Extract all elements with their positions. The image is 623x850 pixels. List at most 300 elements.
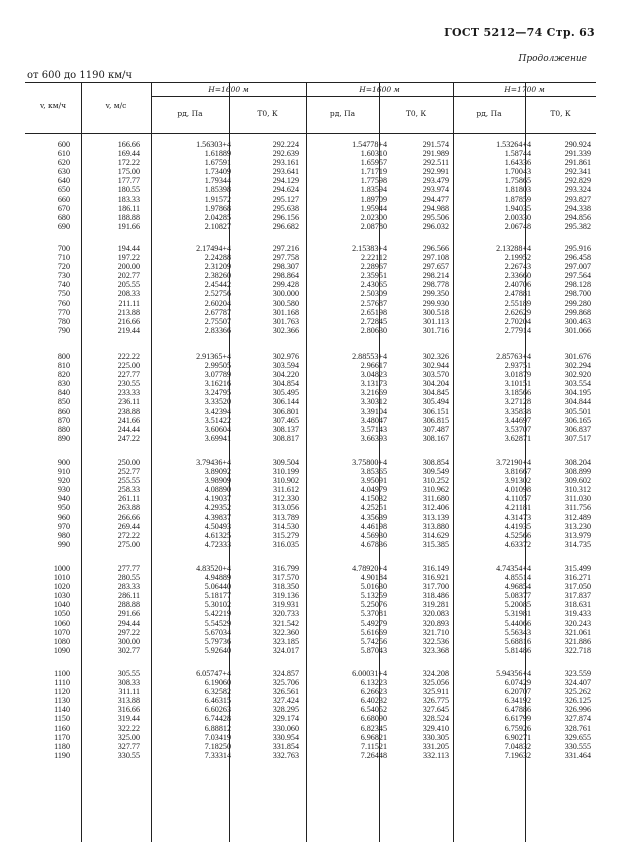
table-cell: 319.281	[422, 600, 449, 610]
table-row	[25, 317, 596, 326]
table-cell: 6.60263	[204, 705, 231, 715]
table-cell: 1060	[53, 618, 70, 628]
table-cell: 166.66	[117, 140, 140, 149]
table-cell: 680	[57, 212, 70, 222]
table-cell: 2.60204	[204, 298, 231, 308]
table-cell: 297.007	[564, 262, 591, 272]
table-cell: 4.96854	[504, 582, 531, 592]
table-cell: 610	[57, 149, 70, 159]
table-cell: 5.08377	[504, 591, 531, 601]
table-row	[25, 280, 596, 289]
table-cell: 291.989	[422, 149, 449, 159]
table-cell: 1190	[54, 750, 70, 760]
table-cell: 980	[57, 530, 70, 540]
table-cell: 328.524	[422, 714, 449, 724]
table-cell: 3.79436+4	[196, 458, 231, 467]
table-cell: 5.79736	[204, 636, 231, 646]
table-cell: 275.00	[117, 539, 140, 549]
table-cell: 172.22	[117, 158, 140, 168]
table-cell: 304.195	[564, 388, 591, 398]
table-cell: 2.88553+4	[352, 352, 387, 361]
table-cell: 299.280	[564, 298, 591, 308]
table-header	[25, 83, 596, 134]
table-cell: 1.87859	[504, 194, 531, 204]
table-cell: 295.127	[272, 194, 299, 204]
col-pd-2: pд, Па	[329, 109, 356, 118]
table-cell: 6.54052	[360, 705, 387, 715]
table-row	[25, 388, 596, 397]
table-cell: 620	[57, 158, 70, 168]
table-cell: 5.31981	[504, 609, 531, 619]
table-cell: 305.494	[422, 397, 449, 407]
table-cell: 311.612	[272, 485, 299, 495]
table-cell: 4.74354+4	[496, 564, 531, 573]
table-cell: 306.801	[272, 406, 299, 416]
table-cell: 660	[57, 194, 70, 204]
table-cell: 330.305	[422, 732, 449, 742]
table-cell: 1.97868	[204, 203, 231, 213]
table-cell: 213.88	[117, 307, 140, 317]
table-cell: 7.04832	[504, 741, 531, 751]
table-cell: 305.55	[117, 669, 140, 678]
table-row	[25, 416, 596, 425]
table-cell: 1100	[54, 669, 70, 678]
table-cell: 320.893	[422, 618, 449, 628]
table-row	[25, 425, 596, 434]
table-cell: 211.11	[118, 298, 140, 308]
table-row	[25, 646, 596, 655]
table-cell: 2.31209	[204, 262, 231, 272]
table-cell: 690	[57, 221, 70, 231]
table-cell: 311.756	[564, 503, 591, 513]
table-cell: 306.815	[422, 415, 449, 425]
table-cell: 2.08780	[360, 221, 387, 231]
table-cell: 6.07429	[504, 678, 531, 688]
table-cell: 3.81667	[504, 467, 531, 477]
table-cell: 304.204	[422, 379, 449, 389]
data-table	[25, 82, 596, 842]
table-cell: 298.307	[272, 262, 299, 272]
table-cell: 292.224	[272, 140, 299, 149]
table-cell: 296.566	[422, 244, 449, 253]
table-cell: 300.463	[564, 316, 591, 326]
table-cell: 293.324	[564, 185, 591, 195]
table-cell: 175.00	[117, 167, 140, 177]
table-cell: 4.31473	[504, 512, 531, 522]
col-v-ms: v, м/с	[105, 101, 127, 110]
table-cell: 6.34192	[504, 696, 531, 706]
table-cell: 750	[57, 289, 70, 299]
table-cell: 760	[57, 298, 70, 308]
table-row	[25, 494, 596, 503]
table-cell: 292.991	[422, 167, 449, 177]
table-cell: 313.056	[272, 503, 299, 513]
table-cell: 730	[57, 271, 70, 281]
table-cell: 2.50309	[360, 289, 387, 299]
table-cell: 6.26623	[360, 687, 387, 697]
table-cell: 219.44	[117, 325, 140, 335]
table-cell: 4.72333	[204, 539, 231, 549]
table-cell: 6.90271	[504, 732, 531, 742]
table-cell: 1.81803	[504, 185, 531, 195]
row-group	[25, 564, 596, 655]
table-cell: 4.85514	[504, 573, 531, 583]
table-cell: 2.77914	[504, 325, 531, 335]
table-cell: 3.69941	[204, 433, 231, 443]
table-cell: 930	[57, 485, 70, 495]
table-cell: 303.594	[272, 361, 299, 371]
table-cell: 920	[57, 476, 70, 486]
continuation-label: Продолжение	[518, 54, 587, 64]
table-cell: 301.676	[564, 352, 591, 361]
table-cell: 292.511	[422, 158, 449, 168]
table-cell: 950	[57, 503, 70, 513]
table-row	[25, 149, 596, 158]
table-cell: 321.061	[564, 627, 591, 637]
table-cell: 301.716	[422, 325, 449, 335]
table-cell: 313.979	[564, 530, 591, 540]
table-cell: 2.10827	[204, 221, 231, 231]
table-cell: 5.92640	[204, 645, 231, 655]
table-cell: 310.312	[564, 485, 591, 495]
table-cell: 317.570	[272, 573, 299, 583]
table-cell: 1170	[54, 732, 70, 742]
table-cell: 329.655	[564, 732, 591, 742]
table-cell: 3.24795	[204, 388, 231, 398]
table-cell: 320.733	[272, 609, 299, 619]
table-cell: 321.542	[272, 618, 299, 628]
table-cell: 293.479	[422, 176, 449, 186]
table-cell: 5.61669	[360, 627, 387, 637]
table-cell: 314.629	[422, 530, 449, 540]
table-cell: 2.40706	[504, 280, 531, 290]
table-cell: 3.13173	[360, 379, 387, 389]
table-cell: 3.27128	[504, 397, 531, 407]
table-cell: 6.46315	[204, 696, 231, 706]
table-cell: 313.139	[422, 512, 449, 522]
table-cell: 316.035	[272, 539, 299, 549]
table-cell: 1050	[53, 609, 70, 619]
table-cell: 247.22	[117, 433, 140, 443]
table-cell: 331.854	[272, 741, 299, 751]
table-cell: 280.55	[117, 573, 140, 583]
table-cell: 326.775	[422, 696, 449, 706]
table-cell: 2.83366	[204, 325, 231, 335]
table-row	[25, 370, 596, 379]
table-cell: 296.156	[272, 212, 299, 222]
table-row	[25, 434, 596, 443]
table-cell: 5.01630	[360, 582, 387, 592]
table-row	[25, 167, 596, 176]
table-cell: 1.75865	[504, 176, 531, 186]
table-cell: 6.32582	[204, 687, 231, 697]
table-cell: 600	[57, 140, 70, 149]
table-row	[25, 503, 596, 512]
table-cell: 301.168	[272, 307, 299, 317]
table-cell: 1140	[54, 705, 70, 715]
table-cell: 297.758	[272, 253, 299, 263]
table-cell: 295.916	[564, 244, 591, 253]
table-cell: 322.718	[564, 645, 591, 655]
table-cell: 326.125	[564, 696, 591, 706]
table-cell: 6.19060	[204, 678, 231, 688]
table-cell: 3.18566	[504, 388, 531, 398]
table-cell: 3.30312	[360, 397, 387, 407]
table-cell: 2.19952	[504, 253, 531, 263]
table-cell: 258.33	[117, 485, 140, 495]
table-row	[25, 158, 596, 167]
table-cell: 300.518	[422, 307, 449, 317]
table-cell: 291.66	[117, 609, 140, 619]
table-cell: 304.854	[272, 379, 299, 389]
table-cell: 314.735	[564, 539, 591, 549]
table-cell: 2.45442	[204, 280, 231, 290]
table-cell: 301.763	[272, 316, 299, 326]
table-cell: 870	[57, 415, 70, 425]
table-cell: 7.33314	[204, 750, 231, 760]
table-cell: 1.71719	[360, 167, 387, 177]
table-cell: 2.62629	[504, 307, 531, 317]
table-cell: 4.25251	[360, 503, 387, 513]
table-cell: 830	[57, 379, 70, 389]
table-cell: 313.88	[117, 696, 140, 706]
table-cell: 263.88	[117, 503, 140, 513]
table-cell: 2.28967	[360, 262, 387, 272]
table-cell: 6.88812	[204, 723, 231, 733]
table-cell: 3.75800+4	[352, 458, 387, 467]
table-cell: 307.465	[272, 415, 299, 425]
table-row	[25, 467, 596, 476]
col-t0-3: T0, К	[550, 109, 571, 118]
table-cell: 323.368	[422, 645, 449, 655]
table-cell: 322.360	[272, 627, 299, 637]
table-cell: 4.90184	[360, 573, 387, 583]
table-cell: 800	[57, 352, 70, 361]
table-cell: 3.01879	[504, 370, 531, 380]
table-row	[25, 609, 596, 618]
table-cell: 292.639	[272, 149, 299, 159]
table-cell: 180.55	[117, 185, 140, 195]
table-cell: 244.44	[117, 424, 140, 434]
table-cell: 294.129	[272, 176, 299, 186]
table-cell: 3.95091	[360, 476, 387, 486]
table-cell: 227.77	[117, 370, 140, 380]
row-group	[25, 244, 596, 335]
row-group	[25, 140, 596, 231]
table-cell: 191.66	[117, 221, 140, 231]
table-row	[25, 476, 596, 485]
table-cell: 1.83594	[360, 185, 387, 195]
table-cell: 299.868	[564, 307, 591, 317]
table-cell: 1.60310	[360, 149, 387, 159]
table-cell: 4.56930	[360, 530, 387, 540]
table-cell: 292.341	[564, 167, 591, 177]
table-cell: 291.861	[564, 158, 591, 168]
table-row	[25, 379, 596, 388]
table-cell: 5.94356+4	[496, 669, 531, 678]
table-cell: 1080	[53, 636, 70, 646]
table-cell: 900	[57, 458, 70, 467]
table-cell: 205.55	[117, 280, 140, 290]
table-cell: 313.789	[272, 512, 299, 522]
table-cell: 3.72190+4	[496, 458, 531, 467]
table-cell: 197.22	[117, 253, 140, 263]
table-cell: 2.17494+4	[196, 244, 231, 253]
table-cell: 295.382	[564, 221, 591, 231]
table-cell: 3.66393	[360, 433, 387, 443]
table-cell: 297.108	[422, 253, 449, 263]
table-cell: 2.35951	[360, 271, 387, 281]
table-cell: 286.11	[118, 591, 140, 601]
table-cell: 332.763	[272, 750, 299, 760]
table-cell: 312.406	[422, 503, 449, 513]
table-cell: 6.61799	[504, 714, 531, 724]
table-cell: 1.56303+4	[196, 140, 231, 149]
table-row	[25, 308, 596, 317]
table-cell: 3.35838	[504, 406, 531, 416]
table-cell: 6.68090	[360, 714, 387, 724]
table-cell: 330.55	[117, 750, 140, 760]
table-cell: 194.44	[117, 244, 140, 253]
table-cell: 216.66	[117, 316, 140, 326]
table-cell: 319.44	[117, 714, 140, 724]
table-row	[25, 742, 596, 751]
table-cell: 188.88	[117, 212, 140, 222]
table-cell: 293.641	[272, 167, 299, 177]
table-cell: 293.827	[564, 194, 591, 204]
table-row	[25, 195, 596, 204]
table-cell: 283.33	[117, 582, 140, 592]
table-cell: 307.517	[564, 433, 591, 443]
table-cell: 1010	[53, 573, 70, 583]
table-cell: 294.338	[564, 203, 591, 213]
table-cell: 4.01098	[504, 485, 531, 495]
table-cell: 308.899	[564, 467, 591, 477]
table-cell: 3.16216	[204, 379, 231, 389]
table-cell: 5.81486	[504, 645, 531, 655]
table-cell: 1.64336	[504, 158, 531, 168]
table-cell: 310.902	[272, 476, 299, 486]
row-group	[25, 669, 596, 760]
table-cell: 2.85763+4	[496, 352, 531, 361]
table-cell: 650	[57, 185, 70, 195]
table-cell: 326.996	[564, 705, 591, 715]
table-cell: 316.66	[117, 705, 140, 715]
table-cell: 3.91302	[504, 476, 531, 486]
table-cell: 7.26448	[360, 750, 387, 760]
table-cell: 6.82345	[360, 723, 387, 733]
table-cell: 238.88	[117, 406, 140, 416]
table-cell: 318.350	[272, 582, 299, 592]
col-h3: H=1700 м	[504, 85, 545, 94]
table-cell: 316.921	[422, 573, 449, 583]
table-cell: 330.060	[272, 723, 299, 733]
table-row	[25, 513, 596, 522]
table-cell: 309.549	[422, 467, 449, 477]
table-cell: 4.50493	[204, 521, 231, 531]
table-cell: 3.21669	[360, 388, 387, 398]
table-cell: 308.204	[564, 458, 591, 467]
table-row	[25, 262, 596, 271]
table-cell: 4.15032	[360, 494, 387, 504]
table-cell: 1.95944	[360, 203, 387, 213]
table-cell: 5.37081	[360, 609, 387, 619]
col-pd-3: pд, Па	[476, 109, 502, 118]
table-cell: 5.20085	[504, 600, 531, 610]
table-cell: 2.00330	[504, 212, 531, 222]
table-row	[25, 696, 596, 705]
table-cell: 4.41935	[504, 521, 531, 531]
table-cell: 297.216	[272, 244, 299, 253]
table-cell: 6.75926	[504, 723, 531, 733]
table-row	[25, 407, 596, 416]
table-cell: 319.136	[272, 591, 299, 601]
table-cell: 2.57687	[360, 298, 387, 308]
table-cell: 5.74256	[360, 636, 387, 646]
table-cell: 306.151	[422, 406, 449, 416]
table-cell: 177.77	[117, 176, 140, 186]
table-cell: 316.149	[422, 564, 449, 573]
table-row	[25, 531, 596, 540]
table-cell: 910	[57, 467, 70, 477]
table-cell: 324.208	[422, 669, 449, 678]
table-cell: 298.700	[564, 289, 591, 299]
table-row	[25, 326, 596, 335]
table-cell: 288.88	[117, 600, 140, 610]
table-cell: 1.70043	[504, 167, 531, 177]
table-cell: 312.330	[272, 494, 299, 504]
table-cell: 316.799	[272, 564, 299, 573]
table-cell: 1.79344	[204, 176, 231, 186]
table-cell: 320.243	[564, 618, 591, 628]
table-row	[25, 185, 596, 194]
table-cell: 252.77	[117, 467, 140, 477]
table-cell: 298.128	[564, 280, 591, 290]
table-cell: 5.44066	[504, 618, 531, 628]
table-cell: 4.21181	[504, 503, 531, 513]
table-row	[25, 628, 596, 637]
table-row	[25, 705, 596, 714]
table-cell: 329.174	[272, 714, 299, 724]
table-cell: 780	[57, 316, 70, 326]
table-cell: 325.262	[564, 687, 591, 697]
table-cell: 2.47881	[504, 289, 531, 299]
table-cell: 313.880	[422, 521, 449, 531]
table-cell: 317.837	[564, 591, 591, 601]
table-cell: 277.77	[117, 564, 140, 573]
table-cell: 309.602	[564, 476, 591, 486]
table-cell: 970	[57, 521, 70, 531]
table-cell: 294.856	[564, 212, 591, 222]
col-v-kmh: v, км/ч	[39, 101, 67, 110]
table-cell: 5.68816	[504, 636, 531, 646]
table-cell: 960	[57, 512, 70, 522]
table-cell: 6.74428	[204, 714, 231, 724]
table-cell: 261.11	[118, 494, 140, 504]
table-cell: 3.48047	[360, 415, 387, 425]
table-cell: 1.85398	[204, 185, 231, 195]
table-row	[25, 573, 596, 582]
col-h2: H=1600 м	[359, 85, 400, 94]
table-cell: 301.113	[422, 316, 449, 326]
table-cell: 1130	[54, 696, 70, 706]
table-cell: 2.93751	[504, 361, 531, 371]
table-cell: 230.55	[117, 379, 140, 389]
table-row	[25, 271, 596, 280]
table-cell: 315.385	[422, 539, 449, 549]
table-cell: 308.817	[272, 433, 299, 443]
table-cell: 2.67787	[204, 307, 231, 317]
